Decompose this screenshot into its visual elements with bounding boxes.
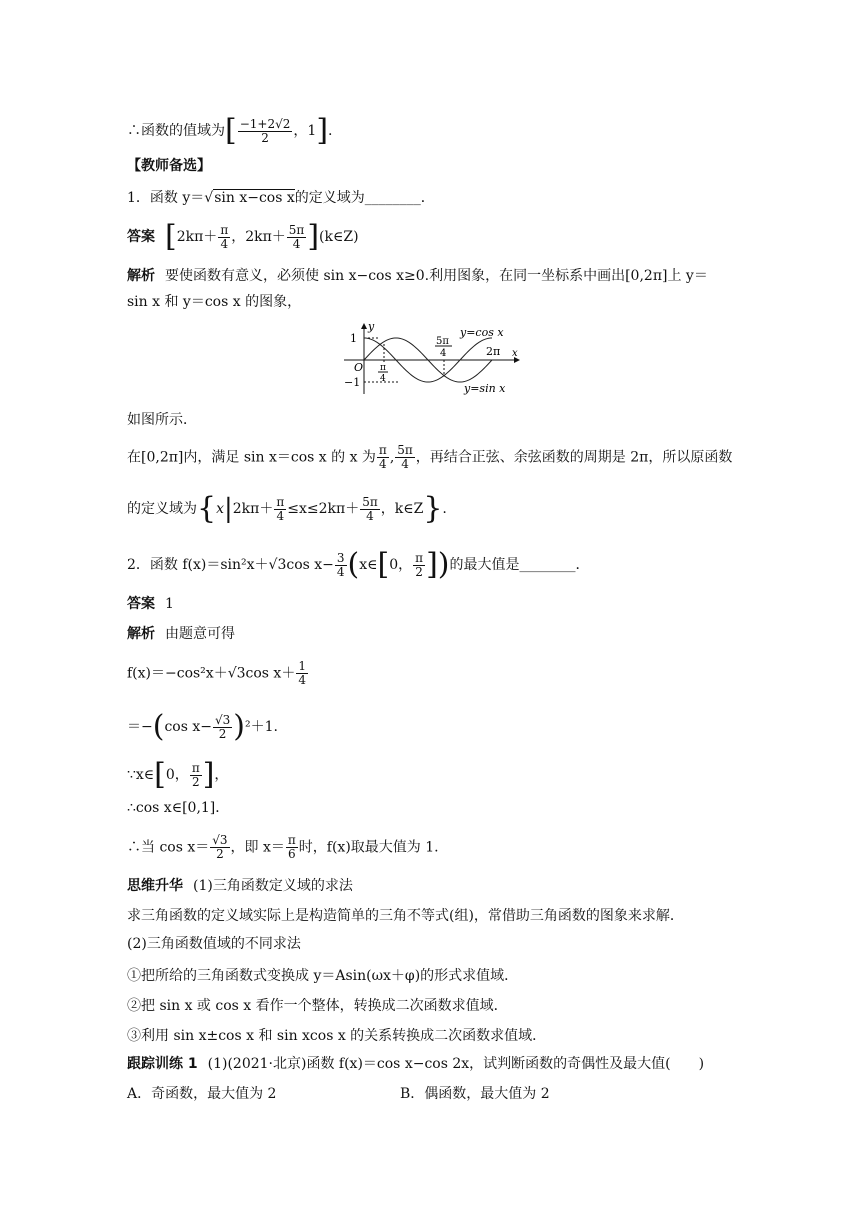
range-den: 2 <box>261 130 269 145</box>
y-arrow <box>361 323 367 329</box>
x-label: x <box>512 348 518 359</box>
s1-line3: 在[0,2π]内，满足 sin x＝cos x 的 x 为 $\frac{\pi}{4}$ , $\frac{5\pi}{4}$ ，再结合正弦、余弦函数的周期是 2π，所以原函数 <box>127 443 733 471</box>
eq-1 <box>127 660 309 687</box>
eq5-b: ，即 x＝ <box>230 839 285 856</box>
frac-3-4 <box>335 552 347 579</box>
neg-one-label: −1 <box>344 376 361 389</box>
s2-text: 由题意可得 <box>165 626 235 642</box>
frac-num: π <box>415 550 424 565</box>
q2-c: x∈ <box>359 557 378 573</box>
one-label: 1 <box>350 332 357 345</box>
answer-2 <box>127 594 174 614</box>
solution-label: 解析 <box>127 626 155 642</box>
sqrt-sign: √ <box>204 190 214 206</box>
summary-i3: ③利用 sin x±cos x 和 sin xcos x 的关系转换成二次函数求值域． <box>127 1028 547 1044</box>
a1-frac-2 <box>287 224 307 251</box>
range-fraction <box>238 118 293 145</box>
set-bar: | <box>224 494 233 524</box>
bracket-right: ] <box>307 219 320 254</box>
answer-1 <box>127 219 359 254</box>
s1-line4-tail: ，k∈Z <box>380 501 424 517</box>
s1-line1: 要使函数有意义，必须使 sin x−cos x≥0.利用图象，在同一坐标系中画出[0,2π]上 y＝ <box>165 268 708 284</box>
set-var: x <box>216 501 224 517</box>
frac-num: π <box>378 443 387 457</box>
eq2-b: cos x− <box>164 719 212 735</box>
solution-label: 解析 <box>127 268 155 284</box>
sin-cos-graph <box>340 322 520 398</box>
eq-2 <box>127 709 278 744</box>
frac-num: 5π <box>397 443 413 457</box>
frac-sqrt3-2 <box>213 714 232 741</box>
eq3-c: ， <box>214 767 229 783</box>
frac-pi2 <box>413 552 425 579</box>
bracket-left: [ <box>225 113 237 148</box>
pi4-num: π <box>380 363 386 373</box>
frac-sqrt3-2 <box>210 834 229 861</box>
q1-text-a: 1．函数 y＝ <box>127 190 205 206</box>
q2-e: 的最大值是________． <box>449 557 590 573</box>
eq5-c: 时，f(x)取最大值为 1. <box>298 839 439 856</box>
frac-den: 4 <box>298 673 306 687</box>
frac-pi4 <box>377 444 389 471</box>
range-line: ∴函数的值域为[ $\frac{-1+2√2}{2}$ ，1]. <box>127 113 333 148</box>
q2-d: 0， <box>389 557 413 573</box>
q2-a: 2．函数 f(x)＝sin²x＋ <box>127 557 269 573</box>
frac-den: 4 <box>220 236 229 251</box>
sin-label: y=sin x <box>464 382 506 395</box>
y-label: y <box>368 322 375 333</box>
summary-heading <box>127 876 353 896</box>
frac-den: 4 <box>401 457 409 471</box>
fivepi4-den: 4 <box>440 348 447 359</box>
frac-num: π <box>220 222 229 237</box>
frac-1-4 <box>296 660 308 687</box>
brace-left: { <box>197 491 217 526</box>
answer-value: 1 <box>165 596 174 612</box>
frac-den: 4 <box>276 508 285 523</box>
frac-den: 4 <box>336 564 345 579</box>
range-tail: ，1 <box>293 123 317 139</box>
practice-question <box>127 1054 704 1074</box>
practice-label: 跟踪训练 1 <box>127 1056 198 1072</box>
a1-frac-1 <box>218 224 230 251</box>
frac-num: √3 <box>214 712 231 727</box>
paren-right: ) <box>437 547 450 582</box>
bracket-right: ] <box>426 547 438 582</box>
paren-right: ) <box>233 709 245 744</box>
s1-after: 如图所示． <box>127 412 197 428</box>
range-prefix: ∴函数的值域为 <box>127 123 225 139</box>
eq5-a: ∴当 cos x＝ <box>127 839 210 856</box>
frac-den: 4 <box>379 457 387 471</box>
summary-p1: 求三角函数的定义域实际上是构造简单的三角不等式(组)，常借助三角函数的图象来求解． <box>127 908 684 924</box>
eq-3 <box>127 757 229 792</box>
a1-tail: (k∈Z) <box>319 229 359 245</box>
summary-i2: ②把 sin x 或 cos x 看作一个整体，转换成二次函数求值域． <box>127 998 508 1014</box>
solution-2 <box>127 624 235 644</box>
frac-num: 3 <box>336 550 345 565</box>
eq3-b: 0， <box>165 767 189 783</box>
eq-5 <box>127 834 439 861</box>
option-a: A．奇函数，最大值为 2 <box>127 1086 277 1102</box>
a1-text-a: 2kπ＋ <box>176 229 218 245</box>
frac-num: π <box>276 494 285 509</box>
paren-left: ( <box>152 709 165 744</box>
summary-i1: ①把所给的三角函数式变换成 y＝Asin(ωx＋φ)的形式求值域． <box>127 968 519 984</box>
eq3-a: ∵x∈ <box>127 767 155 783</box>
answer-label: 答案 <box>127 596 155 612</box>
fivepi4-num: 5π <box>436 336 449 347</box>
s1-line4-le: ≤x≤2kπ＋ <box>287 501 360 517</box>
solution-1-line2: sin x 和 y＝cos x 的图象， <box>127 294 302 310</box>
frac-den: 4 <box>366 508 374 523</box>
two-pi-label: 2π <box>486 345 501 358</box>
question-2 <box>127 547 590 582</box>
s1-line3-b: ，再结合正弦、余弦函数的周期是 2π，所以原函数 <box>415 449 733 466</box>
practice-text: (1)(2021·北京)函数 f(x)＝cos x−cos 2x，试判断函数的奇偶性及最大值( ) <box>207 1056 705 1072</box>
q1-text-b: 的定义域为________． <box>294 190 435 206</box>
frac-den: 6 <box>288 847 296 861</box>
frac-den: 2 <box>218 726 227 741</box>
frac-pi4 <box>274 496 286 523</box>
cos-label: y=cos x <box>460 326 504 339</box>
summary-label: 思维升华 <box>127 878 183 894</box>
sqrt-sign: √ <box>268 557 278 573</box>
eq1-a: f(x)＝−cos²x＋ <box>127 665 228 682</box>
frac-den: 2 <box>415 564 423 579</box>
frac-num: π <box>191 760 200 775</box>
option-b: B．偶函数，最大值为 2 <box>400 1086 550 1102</box>
question-1 <box>127 188 435 208</box>
eq2-a: ＝− <box>127 719 153 735</box>
bracket-left: [ <box>377 547 390 582</box>
bracket-right: ] <box>316 113 329 148</box>
s1-line4: 的定义域为{x|2kπ＋ $\frac{\pi}{4}$ ≤x≤2kπ＋ $\frac{5\pi}{4}$ ，k∈Z}. <box>127 491 447 526</box>
frac-num: 5π <box>288 222 305 237</box>
frac-5pi4 <box>395 444 415 471</box>
frac-5pi4 <box>360 496 380 523</box>
a1-comma: ，2kπ＋ <box>231 229 286 245</box>
solution-1-line1 <box>127 266 708 286</box>
bracket-left: [ <box>154 757 166 792</box>
paren-left: ( <box>347 547 360 582</box>
frac-pi2 <box>190 762 202 789</box>
frac-num: √3 <box>212 833 228 847</box>
summary-t1: (1)三角函数定义域的求法 <box>193 878 353 894</box>
frac-num: π <box>287 833 296 847</box>
frac-den: 2 <box>191 774 200 789</box>
s1-line4-mid: 2kπ＋ <box>232 501 274 517</box>
summary-t2: (2)三角函数值域的不同求法 <box>127 936 301 952</box>
frac-den: 2 <box>216 847 224 861</box>
q2-b: 3cos x− <box>277 557 334 573</box>
range-num: −1+2√2 <box>239 116 291 131</box>
s1-line4-a: 的定义域为 <box>127 501 197 517</box>
s1-line3-a: 在[0,2π]内，满足 sin x＝cos x 的 x 为 <box>127 449 376 466</box>
answer-label: 答案 <box>127 229 155 245</box>
eq1-b: 3cos x＋ <box>236 665 296 682</box>
eq-4: ∴cos x∈[0,1]． <box>127 800 230 816</box>
q1-radicand: sin x−cos x <box>214 190 295 206</box>
bracket-right: ] <box>202 757 215 792</box>
frac-num: 5π <box>362 494 378 509</box>
bracket-left: [ <box>165 219 177 254</box>
pi4-den: 4 <box>380 374 386 384</box>
eq2-c: ²＋1. <box>244 719 278 735</box>
teacher-heading: 【教师备选】 <box>127 158 211 174</box>
brace-right: } <box>423 491 443 526</box>
origin-label: O <box>354 361 364 374</box>
frac-pi6 <box>286 834 298 861</box>
frac-num: 1 <box>298 659 306 673</box>
sqrt-sign: √ <box>227 665 237 682</box>
frac-den: 4 <box>292 236 301 251</box>
